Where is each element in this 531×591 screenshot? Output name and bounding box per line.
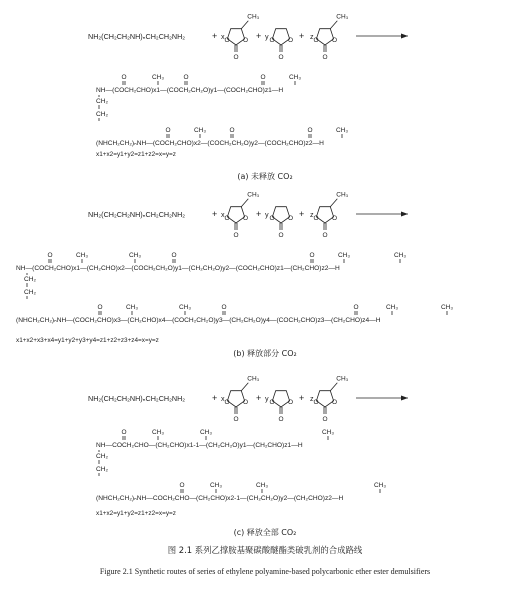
methyl-label: CH₃ (321, 429, 335, 436)
carbonyl-oxygen-label: O (278, 232, 284, 239)
ring-oxygen-label: O (243, 36, 249, 44)
methylene-label: CH₂ (24, 276, 37, 283)
coefficient-y: y (265, 210, 269, 219)
ring-oxygen-label: O (224, 36, 230, 44)
ring-bonds (227, 391, 244, 407)
ring-oxygen-label: O (243, 214, 249, 222)
plus-sign: + (256, 209, 262, 219)
carbonyl-oxygen-label: O (322, 416, 328, 423)
carbonyl-oxygen-label: O (307, 127, 313, 134)
carbonyl-oxygen-label: O (260, 74, 266, 81)
coefficient-z: z (310, 210, 314, 219)
figure-caption-en: Figure 2.1 Synthetic routes of series of ethylene polyamine-based polycarbonic ether ester demulsifiers (99, 567, 431, 576)
methyl-label: CH₃ (151, 74, 165, 81)
stoichiometry-equation: x1+x2=y1+y2=z1+z2=x=y=z (96, 510, 176, 517)
plus-sign: + (212, 393, 218, 403)
coefficient-x: x (221, 210, 225, 219)
product-chain: (NHCH₂CH₂)ₙNH—(COCH₂CHO)x3—(CH₂CHO)x4—(COCH₂CH₂O)y3—(CH₂CH₂O)y4—(COCH₂CHO)z3—(CH₂CHO)z4—H (16, 317, 381, 324)
plus-sign: + (256, 31, 262, 41)
methyl-label: CH₃ (335, 127, 349, 134)
methyl-bond (330, 21, 337, 29)
propylene-carbonate-ring (224, 13, 262, 61)
carbonyl-oxygen-label: O (233, 54, 239, 61)
ring-oxygen-label: O (243, 398, 249, 406)
arrow-head (401, 396, 408, 401)
propylene-carbonate-ring (224, 191, 262, 239)
methyl-label: CH₃ (393, 252, 407, 259)
carbonyl-oxygen-label: O (322, 54, 328, 61)
carbonyl-oxygen-label: O (183, 74, 189, 81)
ring-bonds (272, 391, 289, 407)
ring-bonds (316, 207, 333, 223)
plus-sign: + (299, 393, 305, 403)
ring-bonds (316, 391, 333, 407)
ring-bonds (227, 207, 244, 223)
carbonyl-oxygen-label: O (179, 482, 185, 489)
coefficient-x: x (221, 32, 225, 41)
methylene-label: CH₂ (96, 466, 109, 473)
methyl-label: CH₃ (440, 304, 454, 311)
propylene-carbonate-ring (313, 14, 348, 61)
ring-oxygen-label: O (313, 36, 319, 44)
methyl-label: CH₃ (373, 482, 387, 489)
coefficient-z: z (310, 32, 314, 41)
plus-sign: + (299, 31, 305, 41)
carbonyl-oxygen-label: O (221, 304, 227, 311)
carbonyl-oxygen-label: O (97, 304, 103, 311)
propylene-carbonate-ring (224, 375, 262, 423)
methyl-label: CH₃ (125, 304, 139, 311)
ring-oxygen-label: O (332, 398, 338, 406)
methyl-label: CH₃ (288, 74, 302, 81)
methyl-label: CH₃ (385, 304, 399, 311)
carbonyl-oxygen-label: O (229, 127, 235, 134)
methyl-label: CH₃ (336, 191, 349, 199)
carbonyl-oxygen-label: O (47, 252, 53, 259)
plus-sign: + (256, 393, 262, 403)
methyl-label: CH₃ (128, 252, 142, 259)
product-chain: NH—(COCH₂CHO)x1—(CH₂CHO)x2—(COCH₂CH₂O)y1—(CH₂CH₂O)y2—(COCH₂CHO)z1—(CH₂CHO)z2—H (16, 265, 340, 272)
methyl-label: CH₃ (193, 127, 207, 134)
carbonyl-oxygen-label: O (233, 416, 239, 423)
coefficient-x: x (221, 394, 225, 403)
stoichiometry-equation: x1+x2+x3+x4=y1+y2+y3+y4=z1+z2+z3+z4=x=y=z (16, 337, 159, 344)
methyl-label: CH₃ (247, 375, 260, 383)
carbonyl-oxygen-label: O (278, 416, 284, 423)
ring-oxygen-label: O (269, 36, 275, 44)
methyl-bond (241, 199, 248, 207)
methyl-label: CH₃ (255, 482, 269, 489)
coefficient-y: y (265, 32, 269, 41)
carbonyl-oxygen-label: O (121, 74, 127, 81)
carbonyl-oxygen-label: O (121, 429, 127, 436)
methyl-label: CH₃ (337, 252, 351, 259)
figure-caption-cn: 图 2.1 系列乙撑胺基聚碳酸醚酯类破乳剂的合成路线 (167, 545, 363, 555)
plus-sign: + (212, 209, 218, 219)
stoichiometry-equation: x1+x2=y1+y2=z1+z2=x=y=z (96, 151, 176, 158)
methyl-label: CH₃ (209, 482, 223, 489)
carbonyl-oxygen-label: O (309, 252, 315, 259)
methyl-label: CH₃ (151, 429, 165, 436)
amine-reactant: NH₂(CH₂CH₂NH)ₙCH₂CH₂NH₂ (88, 32, 186, 41)
carbonyl-oxygen-label: O (233, 232, 239, 239)
ring-oxygen-label: O (288, 398, 294, 406)
methyl-bond (241, 383, 248, 391)
methyl-label: CH₃ (336, 13, 349, 21)
methyl-bond (330, 383, 337, 391)
coefficient-z: z (310, 394, 314, 403)
plus-sign: + (212, 31, 218, 41)
ring-oxygen-label: O (288, 36, 294, 44)
ring-oxygen-label: O (224, 214, 230, 222)
subfigure-caption: (c) 释放全部 CO₂ (233, 528, 297, 537)
methylene-label: CH₂ (24, 289, 37, 296)
carbonyl-oxygen-label: O (353, 304, 359, 311)
methyl-bond (241, 21, 248, 29)
methyl-label: CH₃ (75, 252, 89, 259)
amine-reactant: NH₂(CH₂CH₂NH)ₙCH₂CH₂NH₂ (88, 210, 186, 219)
product-chain: NH—COCH₂CHO—(CH₂CHO)x1-1—(CH₂CH₂O)y1—(CH₂CHO)z1—H (96, 442, 303, 449)
product-chain: NH—(COCH₂CHO)x1—(COCH₂CH₂O)y1—(COCH₂CHO)z1—H (96, 87, 284, 94)
methylene-label: CH₂ (96, 111, 109, 118)
plus-sign: + (299, 209, 305, 219)
carbonyl-oxygen-label: O (171, 252, 177, 259)
amine-reactant: NH₂(CH₂CH₂NH)ₙCH₂CH₂NH₂ (88, 394, 186, 403)
ring-bonds (272, 29, 289, 45)
product-chain: (NHCH₂CH₂)ₙNH—(COCH₂CHO)x2—(COCH₂CH₂O)y2—(COCH₂CHO)z2—H (96, 140, 324, 147)
methyl-label: CH₃ (336, 375, 349, 383)
ring-oxygen-label: O (313, 214, 319, 222)
propylene-carbonate-ring (313, 376, 348, 423)
arrow-head (401, 212, 408, 217)
methyl-label: CH₃ (178, 304, 192, 311)
methyl-label: CH₃ (247, 13, 260, 21)
methylene-label: CH₂ (96, 453, 109, 460)
product-chain: (NHCH₂CH₂)ₙNH—COCH₂CHO—(CH₂CHO)x2-1—(CH₂CH₂O)y2—(CH₂CHO)z2—H (96, 495, 344, 502)
ring-oxygen-label: O (269, 398, 275, 406)
ring-bonds (272, 207, 289, 223)
ethylene-carbonate-ring (269, 391, 293, 423)
ring-oxygen-label: O (332, 36, 338, 44)
ring-bonds (227, 29, 244, 45)
methyl-label: CH₃ (247, 191, 260, 199)
ring-oxygen-label: O (313, 398, 319, 406)
coefficient-y: y (265, 394, 269, 403)
subfigure-caption: (a) 未释放 CO₂ (237, 172, 293, 181)
carbonyl-oxygen-label: O (278, 54, 284, 61)
ring-oxygen-label: O (332, 214, 338, 222)
propylene-carbonate-ring (313, 192, 348, 239)
ring-oxygen-label: O (269, 214, 275, 222)
ethylene-carbonate-ring (269, 29, 293, 61)
arrow-head (401, 34, 408, 39)
ring-oxygen-label: O (288, 214, 294, 222)
ethylene-carbonate-ring (269, 207, 293, 239)
methyl-bond (330, 199, 337, 207)
ring-bonds (316, 29, 333, 45)
carbonyl-oxygen-label: O (165, 127, 171, 134)
carbonyl-oxygen-label: O (322, 232, 328, 239)
methyl-label: CH₃ (199, 429, 213, 436)
ring-oxygen-label: O (224, 398, 230, 406)
subfigure-caption: (b) 释放部分 CO₂ (233, 349, 297, 358)
methylene-label: CH₂ (96, 98, 109, 105)
